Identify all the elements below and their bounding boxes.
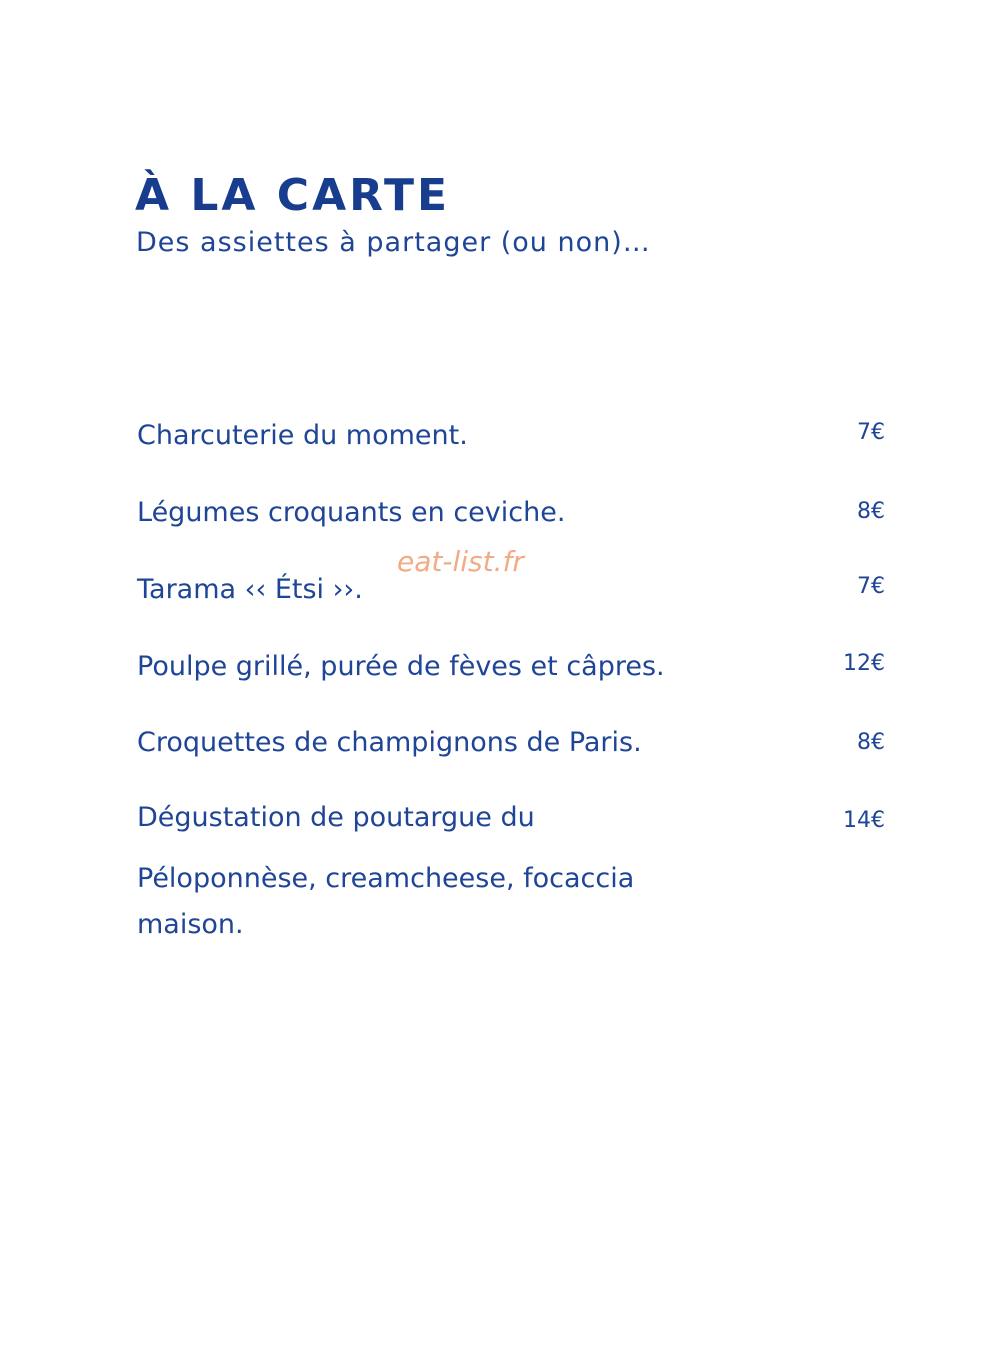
menu-item-name: Poulpe grillé, purée de fèves et câpres.	[137, 651, 665, 682]
menu-item-name: Tarama ‹‹ Étsi ››.	[137, 574, 363, 605]
menu-item-name-line: Dégustation de poutargue du	[137, 802, 535, 833]
menu-item-price: 8€	[857, 499, 885, 524]
menu-item-price: 7€	[857, 574, 885, 599]
menu-item-name: Légumes croquants en ceviche.	[137, 497, 566, 528]
menu-item-name-line: maison.	[137, 909, 244, 940]
menu-item-price: 12€	[843, 651, 885, 676]
page-title: À LA CARTE	[135, 170, 451, 221]
menu-item-price: 8€	[857, 730, 885, 755]
menu-item-name: Charcuterie du moment.	[137, 420, 468, 451]
menu-item-name-line: Péloponnèse, creamcheese, focaccia	[137, 863, 635, 894]
menu-item-price: 7€	[857, 420, 885, 445]
page-subtitle: Des assiettes à partager (ou non)…	[136, 227, 651, 258]
menu-item-price: 14€	[843, 808, 885, 833]
menu-item-name: Croquettes de champignons de Paris.	[137, 727, 642, 758]
watermark-text: eat-list.fr	[397, 545, 524, 578]
